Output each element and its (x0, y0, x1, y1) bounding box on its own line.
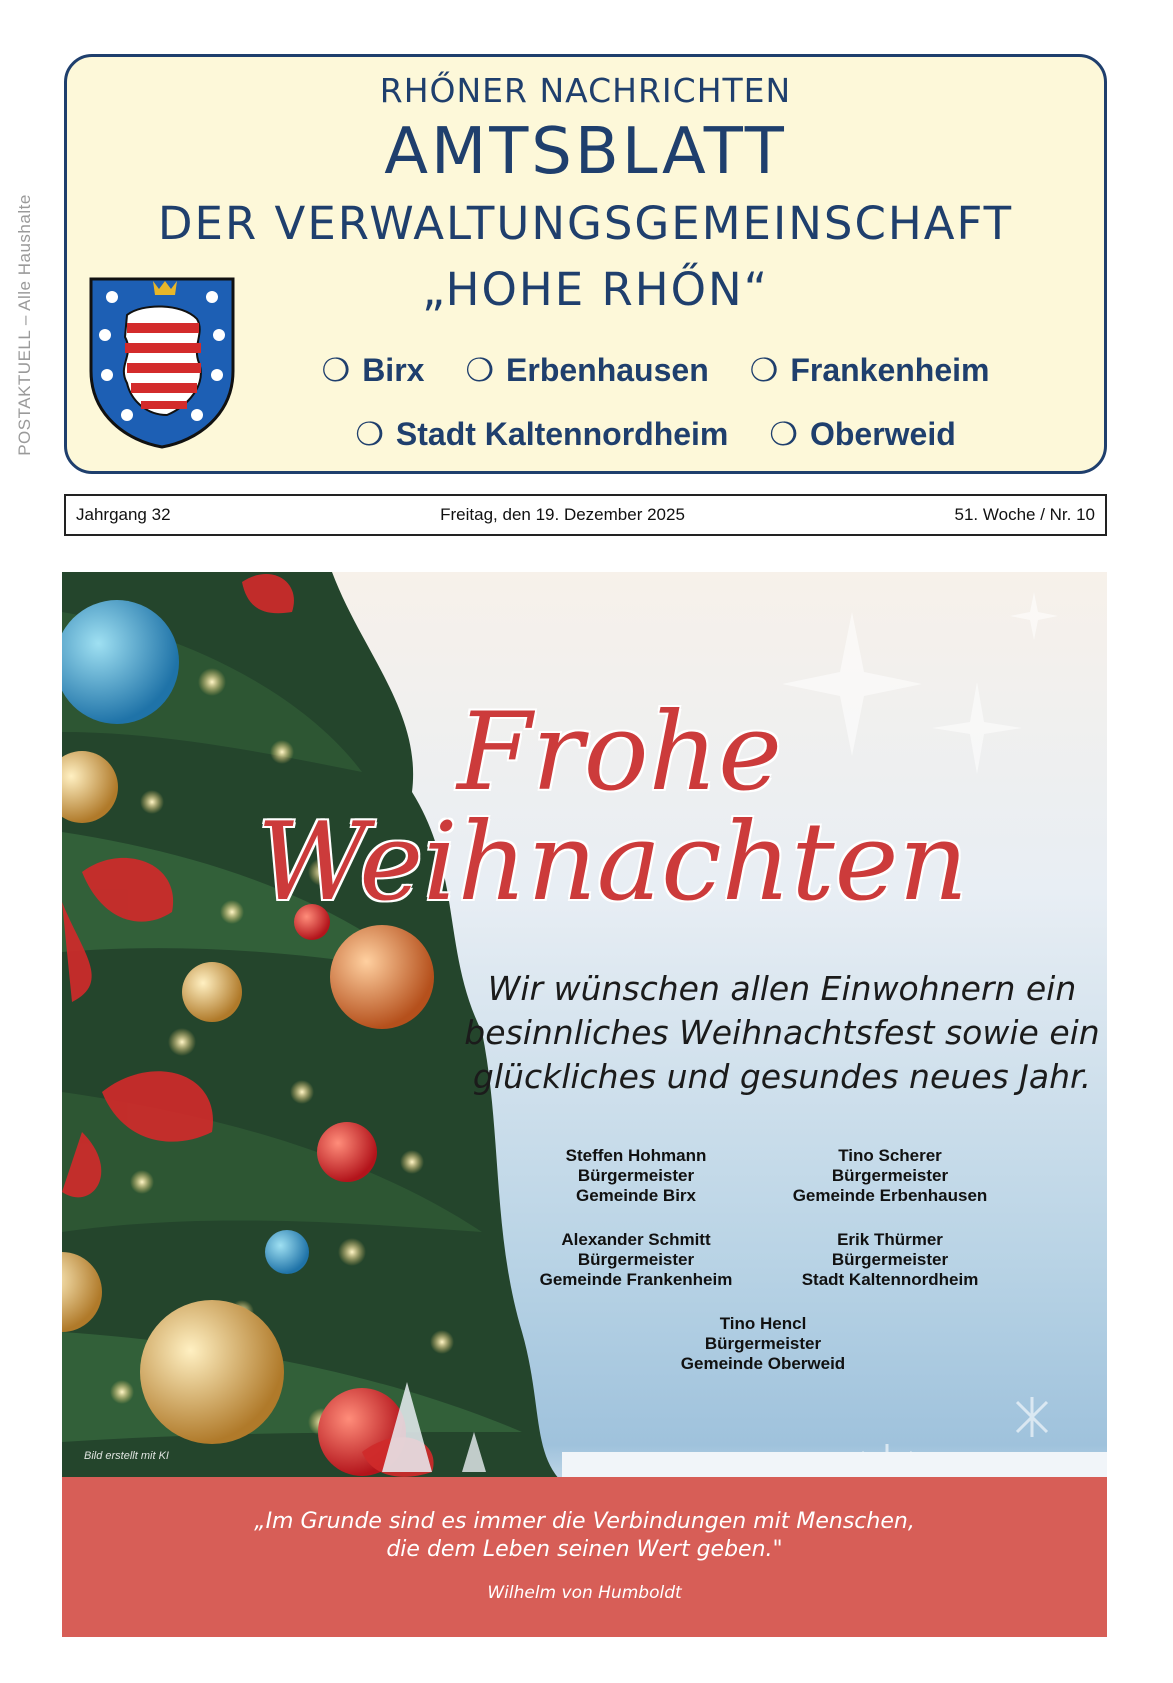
quote-line-2: die dem Leben seinen Wert geben." (386, 1537, 783, 1562)
places-row-1 (67, 351, 1104, 389)
place-erbenhausen: ❍ Erbenhausen (465, 352, 709, 388)
place-oberweid: ❍ Oberweid (769, 416, 956, 452)
christmas-poster (62, 572, 1107, 1637)
signature-erbenhausen: Tino Scherer Bürgermeister Gemeinde Erbenhausen (792, 1146, 988, 1205)
masthead-subtitle: DER VERWALTUNGSGEMEINSCHAFT (157, 197, 1014, 250)
image-credit: Bild erstellt mit KI (84, 1450, 169, 1462)
issue-info-bar (64, 494, 1107, 536)
headline-frohe: Frohe (457, 690, 783, 815)
place-kaltennordheim: ❍ Stadt Kaltennordheim (355, 416, 729, 452)
quote-band (62, 1477, 1107, 1637)
signature-birx: Steffen Hohmann Bürgermeister Gemeinde Birx (565, 1146, 707, 1205)
place-birx: ❍ Birx (321, 352, 425, 388)
issue-number: 51. Woche / Nr. 10 (954, 505, 1095, 524)
masthead-line-newspaper: RHŐNER NACHRICHTEN (379, 71, 792, 110)
signature-frankenheim: Alexander Schmitt Bürgermeister Gemeinde Frankenheim (539, 1230, 733, 1289)
places-row-2 (67, 415, 1104, 453)
signature-oberweid: Tino Hencl Bürgermeister Gemeinde Oberweid (680, 1314, 846, 1373)
masthead-region: „HOHE RHŐN“ (421, 263, 770, 316)
masthead-title: AMTSBLATT (384, 115, 787, 189)
signature-kaltennordheim: Erik Thürmer Bürgermeister Stadt Kaltennordheim (801, 1230, 979, 1289)
issue-date: Freitag, den 19. Dezember 2025 (440, 505, 685, 524)
quote-author: Wilhelm von Humboldt (487, 1583, 682, 1603)
place-frankenheim: ❍ Frankenheim (749, 352, 990, 388)
side-label: POSTAKTUELL – Alle Haushalte (15, 194, 34, 456)
masthead (64, 54, 1107, 474)
issue-volume: Jahrgang 32 (76, 505, 171, 524)
quote-line-1: „Im Grunde sind es immer die Verbindungen mit Menschen, (254, 1509, 915, 1534)
greeting-text: Wir wünschen allen Einwohnern ein besinnliches Weihnachtsfest sowie ein glückliches und gesundes neues Jahr. (464, 969, 1100, 1096)
headline-weihnachten: Weihnachten (257, 800, 969, 925)
